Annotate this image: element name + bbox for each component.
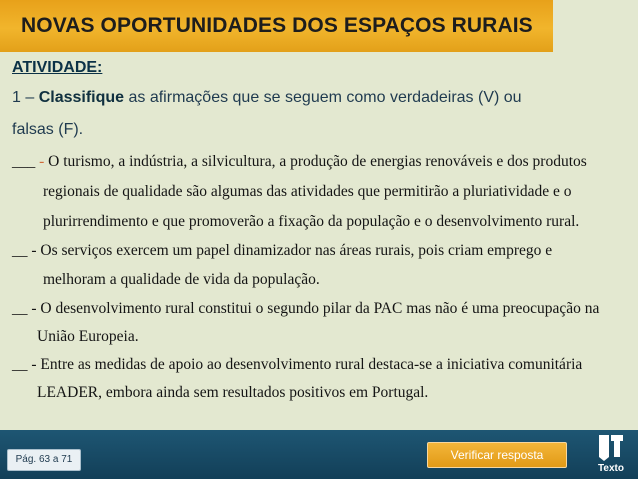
instruction-line-2: falsas (F). [12, 121, 84, 138]
statement-4-line1: Entre as medidas de apoio ao desenvolvimento rural destaca-se a iniciativa comunitária [40, 356, 583, 373]
statement-4-dash: - [27, 356, 41, 373]
statement-3-blank[interactable]: __ [12, 300, 28, 317]
statement-2 [12, 242, 627, 260]
statement-1 [12, 153, 627, 171]
statement-4-line2: LEADER, embora ainda sem resultados positivos em Portugal. [37, 384, 429, 401]
statement-3-line1: O desenvolvimento rural constitui o segundo pilar da PAC mas não é uma preocupação na [40, 300, 600, 317]
statement-3-line2: União Europeia. [37, 328, 139, 345]
instruction-prefix: 1 – [12, 89, 39, 106]
instruction-rest: as afirmações que se seguem como verdadeiras (V) ou [124, 89, 522, 106]
statement-3 [12, 300, 627, 318]
texto-logo [591, 433, 631, 477]
page-title: NOVAS OPORTUNIDADES DOS ESPAÇOS RURAIS [21, 14, 533, 37]
statement-4 [12, 356, 627, 374]
statement-2-dash: - [27, 242, 41, 259]
logo-text: Texto [598, 463, 624, 474]
statement-2-line1: Os serviços exercem um papel dinamizador nas áreas rurais, pois criam emprego e [40, 242, 553, 259]
instruction-line-1 [12, 89, 622, 107]
statement-1-dash: - [35, 153, 49, 170]
statement-1-line2: regionais de qualidade são algumas das atividades que permitirão a pluriatividade e o [43, 183, 572, 200]
statement-2-line2: melhoram a qualidade de vida da população. [43, 271, 320, 288]
statement-4-blank[interactable]: __ [12, 356, 28, 373]
statement-3-dash: - [27, 300, 41, 317]
verify-answer-button[interactable]: Verificar resposta [427, 442, 567, 468]
instruction-bold: Classifique [38, 89, 125, 106]
title-bar [0, 0, 553, 52]
statement-2-blank[interactable]: __ [12, 242, 28, 259]
statement-1-line1: O turismo, a indústria, a silvicultura, a produção de energias renováveis e dos produtos [48, 153, 587, 170]
bottom-bar [0, 430, 638, 479]
statement-1-line3: plurirrendimento e que promoverão a fixação da população e o desenvolvimento rural. [43, 213, 580, 230]
activity-heading: ATIVIDADE: [12, 59, 103, 76]
page-indicator: Pág. 63 a 71 [7, 449, 81, 471]
statement-1-blank[interactable]: ___ [12, 153, 36, 170]
book-icon [591, 433, 631, 463]
